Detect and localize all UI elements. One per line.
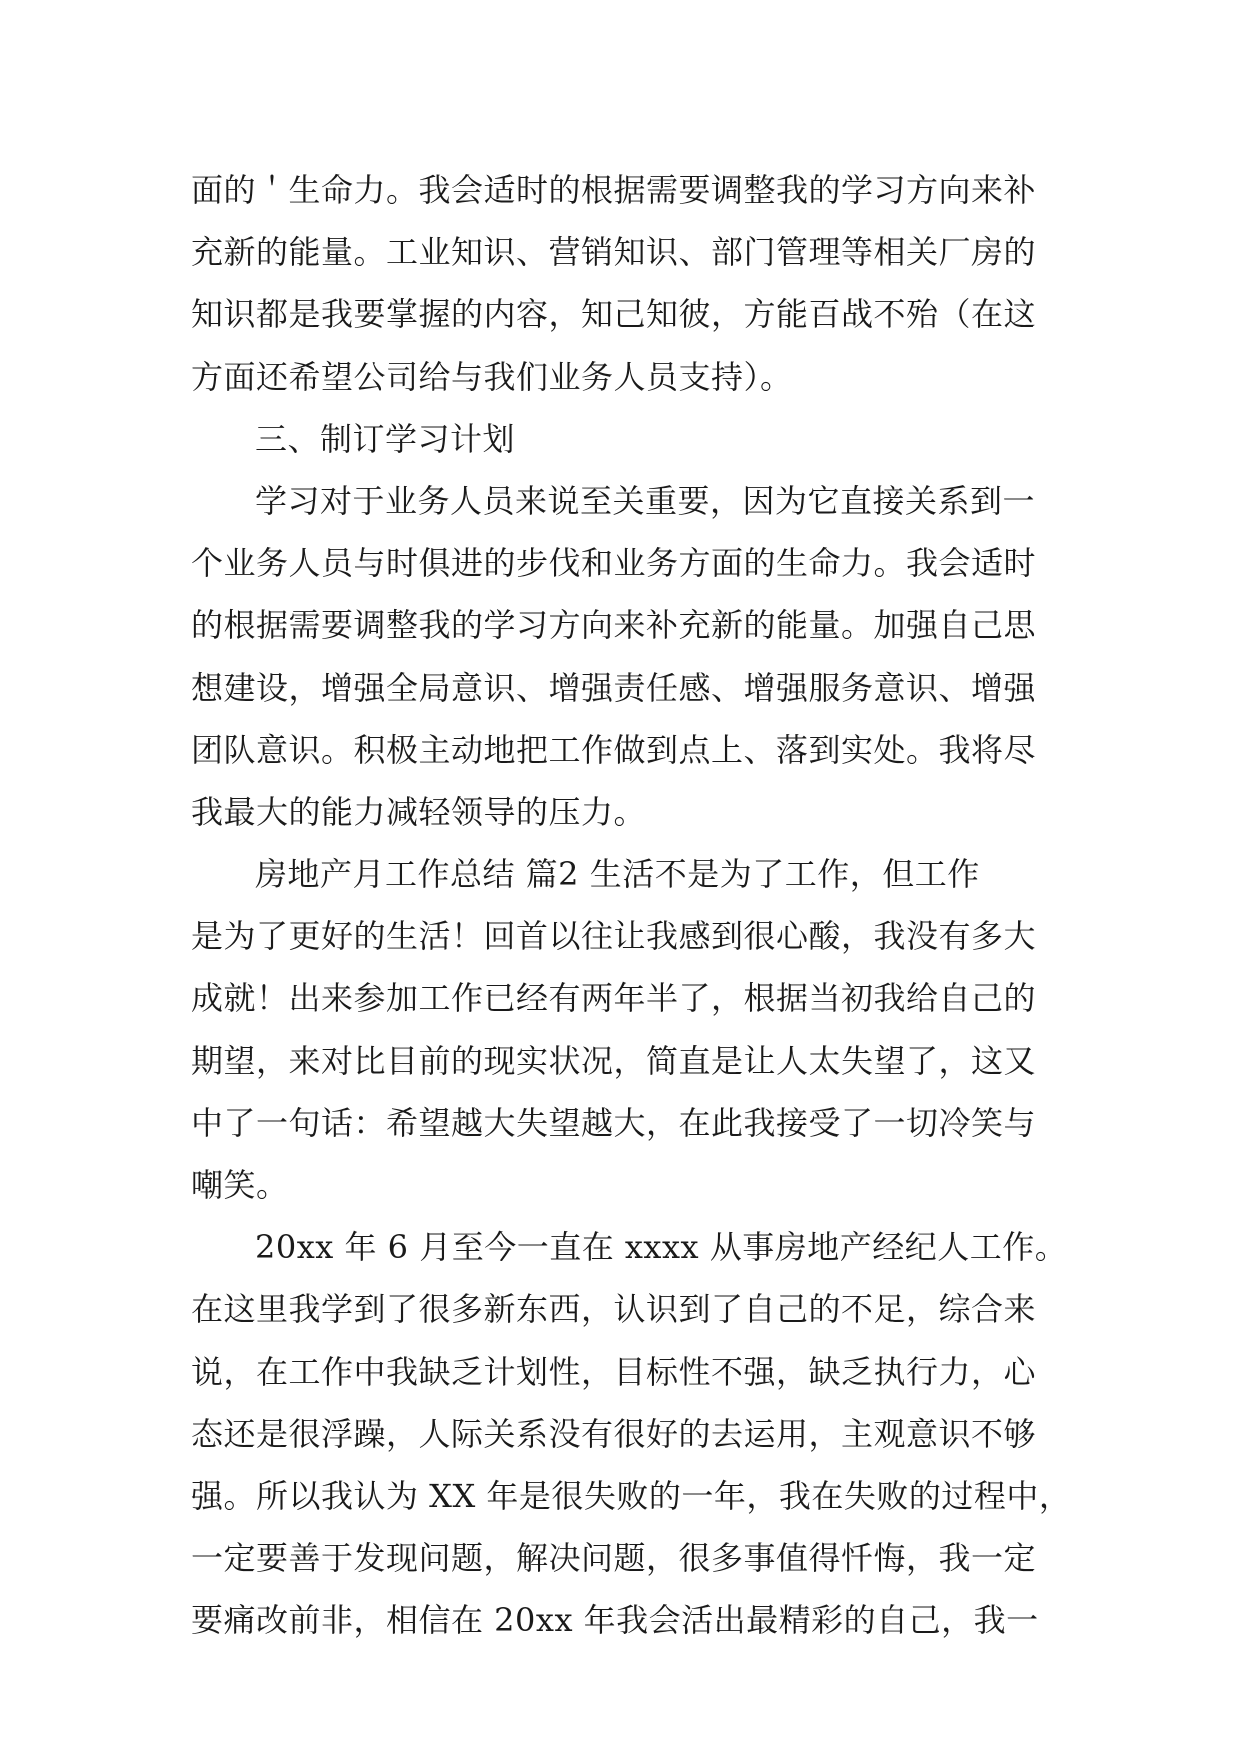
text-line: 嘲笑。 [191, 1166, 289, 1204]
text-line: 是为了更好的生活！回首以往让我感到很心酸，我没有多大 [191, 917, 1037, 956]
text-line: 一定要善于发现问题，解决问题，很多事值得忏悔，我一定 [191, 1539, 1037, 1578]
text-line: 想建设，增强全局意识、增强责任感、增强服务意识、增强 [191, 668, 1037, 707]
text-line: 20xx 年 6 月至今一直在 xxxx 从事房地产经纪人工作。 [255, 1228, 1068, 1267]
text-line: 充新的能量。工业知识、营销知识、部门管理等相关厂房的 [191, 233, 1037, 272]
text-line: 我最大的能力减轻领导的压力。 [191, 792, 647, 831]
text-line: 房地产月工作总结 篇2 生活不是为了工作，但工作 [255, 855, 980, 894]
text-line: 三、制订学习计划 [255, 419, 516, 458]
text-line: 强。所以我认为 XX 年是很失败的一年，我在失败的过程中， [191, 1476, 1072, 1515]
text-line: 的根据需要调整我的学习方向来补充新的能量。加强自己思 [191, 606, 1037, 645]
text-line: 态还是很浮躁，人际关系没有很好的去运用，主观意识不够 [191, 1414, 1037, 1453]
text-line: 在这里我学到了很多新东西，认识到了自己的不足，综合来 [191, 1290, 1037, 1329]
body-text [191, 159, 1072, 1652]
text-line: 要痛改前非，相信在 20xx 年我会活出最精彩的自己，我一 [191, 1601, 1039, 1640]
text-line: 说，在工作中我缺乏计划性，目标性不强，缺乏执行力，心 [191, 1352, 1037, 1391]
text-line: 中了一句话：希望越大失望越大，在此我接受了一切冷笑与 [191, 1103, 1037, 1142]
text-line: 面的＇生命力。我会适时的根据需要调整我的学习方向来补 [191, 171, 1037, 209]
text-line: 学习对于业务人员来说至关重要，因为它直接关系到一 [255, 481, 1036, 520]
text-line: 成就！出来参加工作已经有两年半了，根据当初我给自己的 [191, 979, 1037, 1018]
text-line: 团队意识。积极主动地把工作做到点上、落到实处。我将尽 [191, 730, 1037, 769]
text-line: 方面还希望公司给与我们业务人员支持）。 [191, 357, 793, 396]
text-line: 期望，来对比目前的现实状况，简直是让人太失望了，这又 [191, 1041, 1037, 1080]
text-line: 知识都是我要掌握的内容，知己知彼，方能百战不殆（在这 [191, 295, 1037, 334]
text-line: 个业务人员与时俱进的步伐和业务方面的生命力。我会适时 [191, 544, 1037, 583]
